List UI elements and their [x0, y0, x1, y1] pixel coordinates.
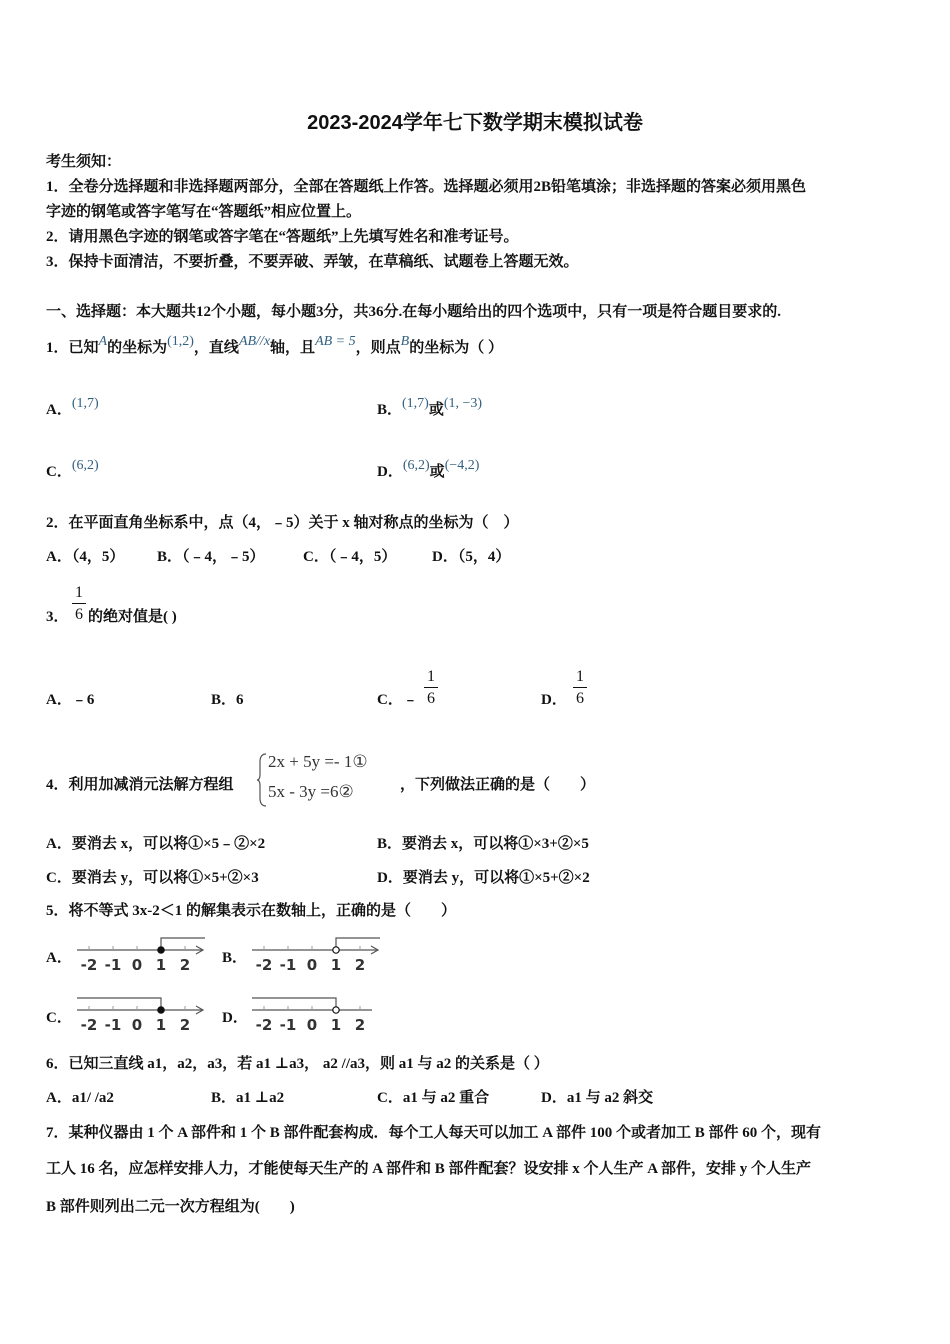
denominator: 6 [576, 690, 584, 707]
q5-option-d[interactable]: D． [222, 1010, 248, 1026]
notice-item: 1．全卷分选择题和非选择题两部分，全部在答题纸上作答。选择题必须用2B铅笔填涂；非选择题的答案必须用黑色 [46, 179, 807, 195]
tick-label: -1 [279, 956, 297, 974]
brace-icon [256, 752, 268, 808]
tick-label: 2 [354, 956, 366, 974]
q6-option-b[interactable]: B．a1 ⊥a2 [211, 1090, 285, 1106]
option-label: D． [377, 464, 403, 480]
question-6: 6．已知三直线 a1，a2，a3，若 a1 ⊥a3， a2 //a3，则 a1 与 a2 的关系是（ ） [46, 1056, 549, 1072]
q1-option-c[interactable] [46, 458, 99, 483]
q1-text: 的坐标为 [107, 340, 168, 356]
math: (1, −3) [443, 396, 483, 411]
math: (1,7) [402, 396, 429, 411]
question-2: 2．在平面直角坐标系中，点（4，﹣5）关于 x 轴对称点的坐标为（ ） [46, 515, 519, 531]
q3-option-d[interactable]: D． [541, 692, 567, 708]
q2-option-d[interactable]: D．（5，4） [432, 549, 511, 565]
tick-label: -1 [279, 1016, 297, 1034]
question-5: 5．将不等式 3x-2＜1 的解集表示在数轴上，正确的是（ ） [46, 903, 456, 919]
tick-label: 0 [131, 956, 143, 974]
question-1 [46, 334, 503, 359]
tick-label: -1 [104, 1016, 122, 1034]
math: AB//x [238, 334, 271, 349]
equation-2: 5x - 3y =6② [268, 782, 354, 801]
notice-item: 字迹的钢笔或答字笔写在“答题纸”相应位置上。 [46, 204, 362, 220]
or-text: 或 [428, 402, 444, 418]
tick-label: 2 [179, 1016, 191, 1034]
q2-option-c[interactable]: C．（﹣4，5） [303, 549, 397, 565]
q1-option-d[interactable] [377, 458, 480, 483]
tick-label: 2 [354, 1016, 366, 1034]
q1-option-a[interactable] [46, 396, 99, 421]
tick-label: 0 [131, 1016, 143, 1034]
math: A [98, 334, 108, 349]
numerator: 1 [72, 583, 86, 604]
q3-number: 3． [46, 609, 69, 625]
math: (−4,2) [444, 458, 480, 473]
denominator: 6 [427, 690, 435, 707]
option-label: B． [377, 402, 403, 418]
q5-option-b[interactable]: B． [222, 950, 248, 966]
solid-dot [158, 947, 164, 953]
option-label: C． [46, 464, 72, 480]
solid-dot [158, 1007, 164, 1013]
q5-option-a[interactable]: A． [46, 950, 72, 966]
q1-text: ，直线 [193, 340, 239, 356]
page-title: 2023-2024学年七下数学期末模拟试卷 [307, 112, 643, 134]
q4-option-d[interactable]: D．要消去 y，可以将①×5+②×2 [377, 870, 590, 886]
q3-option-c[interactable]: C．﹣ [377, 692, 418, 708]
question-3: 的绝对值是( ) [88, 609, 177, 625]
tick-label: 1 [330, 1016, 342, 1034]
tick-label: 1 [155, 1016, 167, 1034]
tick-label: 0 [306, 956, 318, 974]
tick-label: 0 [306, 1016, 318, 1034]
solution-bracket [252, 998, 336, 1010]
question-7-line: 7．某种仪器由 1 个 A 部件和 1 个 B 部件配套构成．每个工人每天可以加工 A 部件 100 个或者加工 B 部件 60 个，现有 [46, 1125, 822, 1141]
solution-bracket [336, 938, 380, 950]
denominator: 6 [75, 606, 83, 623]
tick-label: 1 [330, 956, 342, 974]
number-line-a [75, 935, 210, 977]
q4-suffix: ，下列做法正确的是（ ） [400, 777, 596, 793]
q1-text: 轴，且 [270, 340, 316, 356]
fraction-one-sixth [72, 583, 86, 626]
option-label: A． [46, 402, 72, 418]
math: (6,2) [71, 458, 99, 473]
tick-label: 1 [155, 956, 167, 974]
notice-heading: 考生须知： [46, 154, 122, 170]
tick-label: -2 [80, 1016, 98, 1034]
solution-bracket [77, 998, 161, 1010]
number-line-d [250, 995, 385, 1037]
numerator: 1 [573, 667, 587, 688]
section-heading: 一、选择题：本大题共12个小题，每小题3分，共36分.在每小题给出的四个选项中，只有一项是符合题目要求的. [46, 304, 782, 320]
tick-label: 2 [179, 956, 191, 974]
math: (1,7) [71, 396, 99, 411]
solution-bracket [161, 938, 205, 950]
or-text: 或 [429, 464, 445, 480]
q5-option-c[interactable]: C． [46, 1010, 72, 1026]
q2-option-b[interactable]: B．（﹣4，﹣5） [157, 549, 265, 565]
q6-option-a[interactable]: A．a1/ /a2 [46, 1090, 114, 1106]
question-7-line: B 部件则列出二元一次方程组为( ) [46, 1199, 295, 1215]
fraction-one-sixth [573, 667, 587, 710]
tick-label: -2 [80, 956, 98, 974]
q1-text: ，则点 [355, 340, 401, 356]
q2-option-a[interactable]: A．（4，5） [46, 549, 125, 565]
math: (1,2) [167, 334, 194, 349]
tick-label: -1 [104, 956, 122, 974]
q6-option-c[interactable]: C．a1 与 a2 重合 [377, 1090, 490, 1106]
tick-label: -2 [255, 1016, 273, 1034]
q4-option-b[interactable]: B．要消去 x，可以将①×3+②×5 [377, 836, 589, 852]
number-line-c [75, 995, 210, 1037]
q6-option-d[interactable]: D．a1 与 a2 斜交 [541, 1090, 654, 1106]
q1-text: 1．已知 [46, 340, 99, 356]
q3-option-b[interactable]: B．6 [211, 692, 244, 708]
q4-option-c[interactable]: C．要消去 y，可以将①×5+②×3 [46, 870, 259, 886]
fraction-one-sixth [424, 667, 438, 710]
q3-option-a[interactable]: A．﹣6 [46, 692, 95, 708]
number-line-b [250, 935, 385, 977]
q1-text: 的坐标为（ ） [409, 340, 503, 356]
open-dot [333, 947, 339, 953]
numerator: 1 [424, 667, 438, 688]
math: AB = 5 [315, 334, 356, 349]
q4-option-a[interactable]: A．要消去 x，可以将①×5﹣②×2 [46, 836, 266, 852]
math: (6,2) [402, 458, 430, 473]
tick-label: -2 [255, 956, 273, 974]
question-4: 4．利用加减消元法解方程组 [46, 777, 234, 793]
math: B [400, 334, 410, 349]
q1-option-b[interactable] [377, 396, 483, 421]
question-7-line: 工人 16 名，应怎样安排人力，才能使每天生产的 A 部件和 B 部件配套？设安排 x 个人生产 A 部件，安排 y 个人生产 [46, 1161, 812, 1177]
notice-item: 2．请用黑色字迹的钢笔或答字笔在“答题纸”上先填写姓名和准考证号。 [46, 229, 519, 245]
equation-1: 2x + 5y =- 1① [268, 752, 368, 771]
open-dot [333, 1007, 339, 1013]
notice-item: 3．保持卡面清洁，不要折叠，不要弄破、弄皱，在草稿纸、试题卷上答题无效。 [46, 254, 579, 270]
